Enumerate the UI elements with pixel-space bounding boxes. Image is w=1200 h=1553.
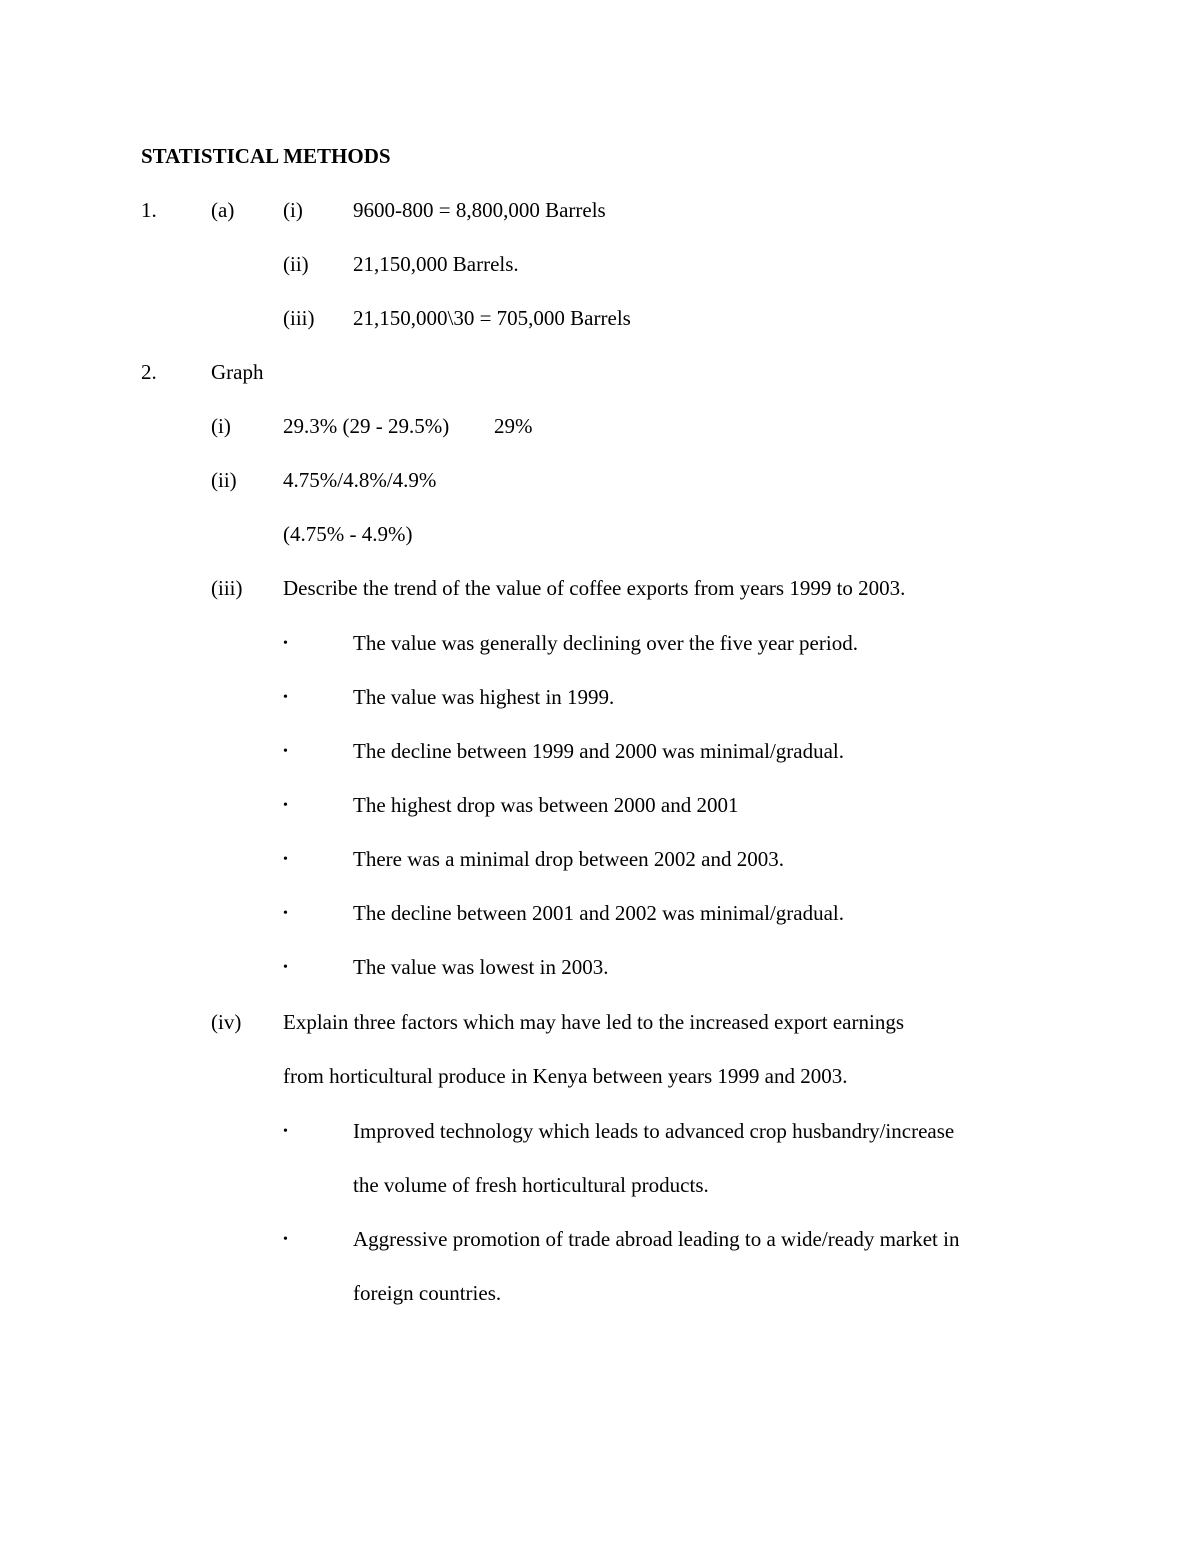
q2-iii-answer: The decline between 1999 and 2000 was minimal/gradual. [353, 739, 845, 763]
q2-ii-label: (ii) [211, 468, 237, 492]
question-1-number: 1. [141, 198, 157, 222]
q1-item-i-text: 9600-800 = 8,800,000 Barrels [353, 198, 606, 222]
q2-iv-answer-1-line-2: the volume of fresh horticultural products. [353, 1173, 709, 1197]
q2-iv-answer-2-line-2: foreign countries. [353, 1281, 502, 1305]
bullet: • [283, 1124, 288, 1139]
q1-item-iii-text: 21,150,000\30 = 705,000 Barrels [353, 306, 631, 330]
question-2-heading: Graph [211, 360, 264, 384]
q2-iv-question-line-2: from horticultural produce in Kenya between years 1999 and 2003. [283, 1064, 848, 1088]
bullet: • [283, 852, 288, 867]
q2-iv-answer-2-line-1: Aggressive promotion of trade abroad leading to a wide/ready market in [353, 1227, 960, 1251]
q2-iii-answer: The value was generally declining over the five year period. [353, 631, 858, 655]
q2-iii-question: Describe the trend of the value of coffee exports from years 1999 to 2003. [283, 576, 906, 600]
q2-ii-text: 4.75%/4.8%/4.9% [283, 468, 437, 492]
q2-iv-question-line-1: Explain three factors which may have led to the increased export earnings [283, 1010, 905, 1034]
question-2-number: 2. [141, 360, 157, 384]
q2-iii-answer: The decline between 2001 and 2002 was minimal/gradual. [353, 901, 845, 925]
q2-ii-range: (4.75% - 4.9%) [283, 522, 413, 546]
q2-i-extra: 29% [494, 414, 533, 438]
bullet: • [283, 906, 288, 921]
q2-iii-label: (iii) [211, 576, 243, 600]
bullet: • [283, 798, 288, 813]
q1-item-ii-text: 21,150,000 Barrels. [353, 252, 519, 276]
q1-item-iii-label: (iii) [283, 306, 315, 330]
bullet: • [283, 1232, 288, 1247]
bullet: • [283, 960, 288, 975]
q2-i-text: 29.3% (29 - 29.5%) [283, 414, 450, 438]
q2-iii-answer: The value was highest in 1999. [353, 685, 615, 709]
q2-iii-answer: There was a minimal drop between 2002 and 2003. [353, 847, 784, 871]
q2-iii-answer: The highest drop was between 2000 and 2001 [353, 793, 739, 817]
q2-iii-answer: The value was lowest in 2003. [353, 955, 609, 979]
question-1-part-a: (a) [211, 198, 235, 222]
bullet: • [283, 744, 288, 759]
q2-i-label: (i) [211, 414, 231, 438]
q2-iv-label: (iv) [211, 1010, 242, 1034]
page-title: STATISTICAL METHODS [141, 144, 391, 168]
bullet: • [283, 690, 288, 705]
bullet: • [283, 636, 288, 651]
q1-item-ii-label: (ii) [283, 252, 309, 276]
q1-item-i-label: (i) [283, 198, 303, 222]
q2-iv-answer-1-line-1: Improved technology which leads to advanced crop husbandry/increase [353, 1119, 955, 1143]
